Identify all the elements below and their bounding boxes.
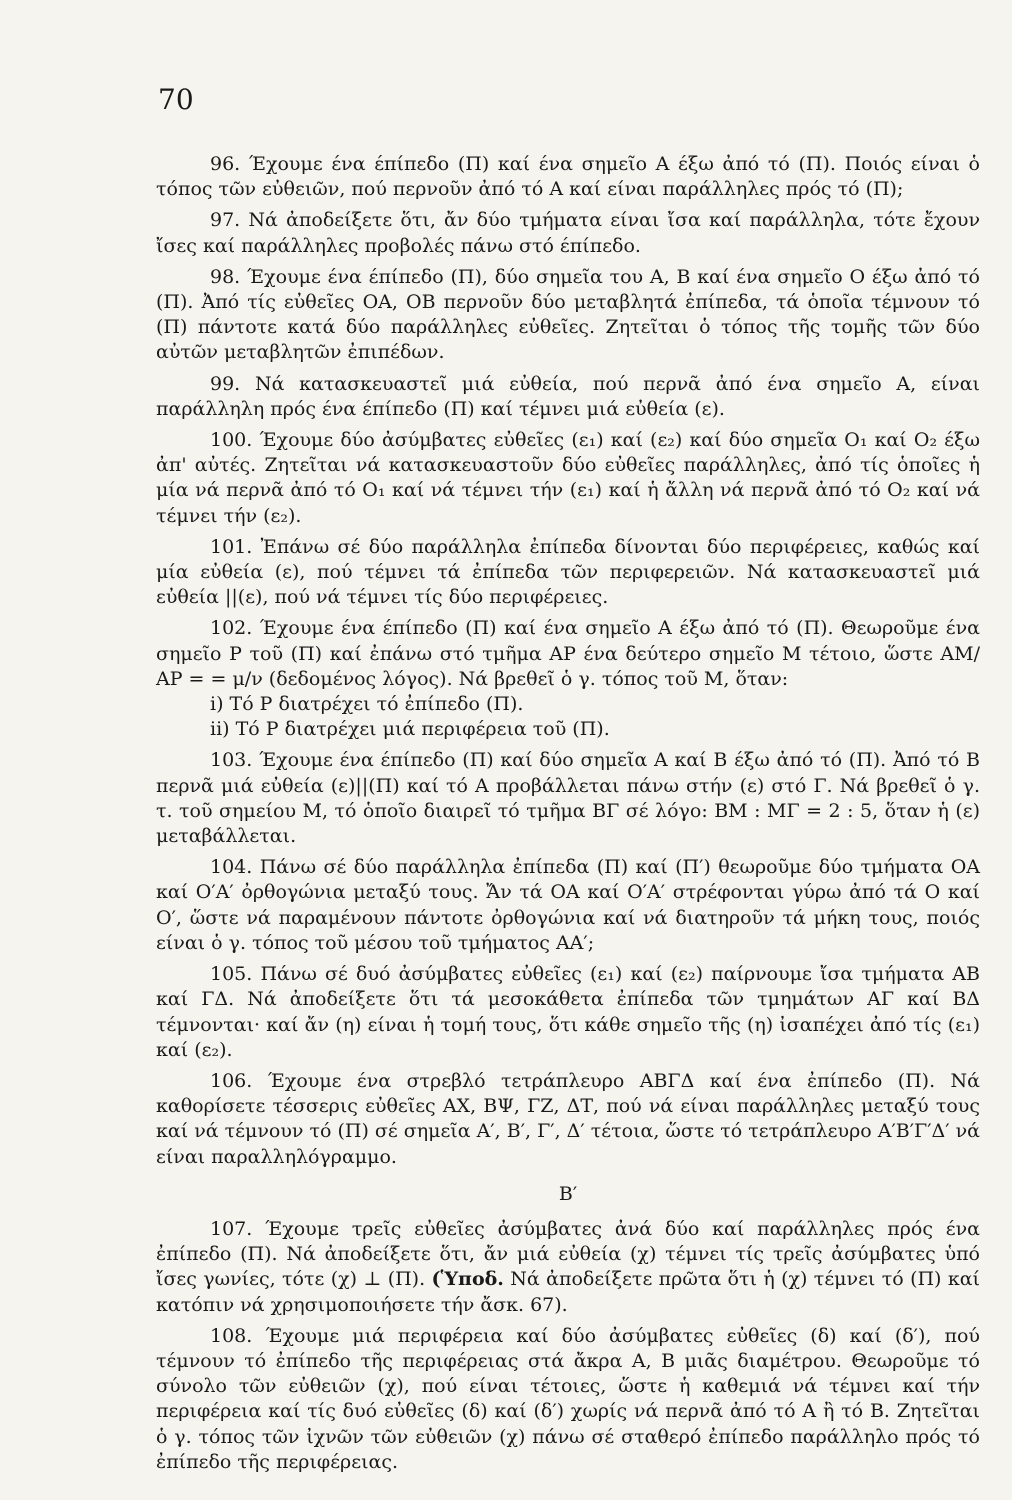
exercise-number: 98. <box>210 265 241 288</box>
exercise-96 <box>156 152 980 202</box>
exercise-number: 101. <box>210 535 253 558</box>
section-heading: Β′ <box>558 1182 578 1205</box>
exercise-text: Πάνω σέ δυό ἀσύμβατες εὐθεῖες (ε₁) καί (ε₂) παίρνουμε ἴσα τμήματα ΑΒ καί ΓΔ. Νά ἀποδείξετε ὅτι τά μεσοκάθετα ἐπίπεδα τῶν τμημάτων ΑΓ καί ΒΔ τέμνονται· καί ἄν (η) είναι ἡ τομή τους, ὅτι κάθε σημεῖο τῆς (η) ἰσαπέχει ἀπό τίς (ε₁) καί (ε₂). <box>156 963 980 1061</box>
exercise-number: 97. <box>210 209 241 232</box>
exercise-text: Έχουμε ένα έπίπεδο (Π) καί ένα σημεῖο Α έξω ἀπό τό (Π). Θεωροῦμε ένα σημεῖο Ρ τοῦ (Π) καί ἐπάνω στό τμῆμα ΑΡ ένα δεύτερο σημεῖο Μ τέτοιο, ὥστε ΑΜ/ΑΡ = = μ/ν (δεδομένος λόγος). Νά βρεθεῖ ὁ γ. τόπος τοῦ Μ, ὅταν: <box>156 617 980 690</box>
exercise-98 <box>156 265 980 366</box>
exercise-paragraph <box>156 535 980 611</box>
exercise-number: 96. <box>210 153 241 175</box>
page-number: 70 <box>158 83 194 116</box>
exercise-text: Έχουμε ένα έπίπεδο (Π), δύο σημεῖα του Α, Β καί ένα σημεῖο Ο έξω ἀπό τό (Π). Ἀπό τίς εὐθεῖες ΟΑ, ΟΒ περνοῦν δύο μεταβλητά ἐπίπεδα, τά ὁποῖα τέμνουν τό (Π) πάντοτε κατά δύο παράλληλες εὐθεῖες. Ζητεῖται ὁ τόπος τῆς τομῆς τῶν δύο αὐτῶν μεταβλητῶν ἐπιπέδων. <box>156 265 980 364</box>
exercise-text: Έχουμε μιά περιφέρεια καί δύο ἀσύμβατες εὐθεῖες (δ) καί (δ′), πού τέμνουν τό ἐπίπεδο τῆς περιφέρειας στά ἄκρα Α, Β μιᾶς διαμέτρου. Θεωροῦμε τό σύνολο τῶν εὐθειῶν (χ), πού είναι τέτοιες, ὥστε ἡ καθεμιά νά τέμνει καί τήν περιφέρεια καί τίς δυό εὐθεῖες (δ) καί (δ′) χωρίς νά περνᾶ ἀπό τό Α ἢ τό Β. Ζητεῖται ὁ γ. τόπος τῶν ἰχνῶν τῶν εὐθειῶν (χ) πάνω σέ σταθερό ἐπίπεδο παράλληλο πρός τό ἐπίπεδο τῆς περιφέρειας. <box>156 1324 980 1473</box>
exercise-text: Έχουμε ένα έπίπεδο (Π) καί δύο σημεῖα Α καί Β έξω ἀπό τό (Π). Ἀπό τό Β περνᾶ μιά εὐθεία (ε)||(Π) καί τό Α προβάλλεται πάνω στήν (ε) στό Γ. Νά βρεθεῖ ὁ γ. τ. τοῦ σημείου Μ, τό ὁποῖο διαιρεῖ τό τμῆμα ΒΓ σέ λόγο: ΒΜ : ΜΓ = 2 : 5, ὅταν ἡ (ε) μεταβάλλεται. <box>156 749 980 848</box>
exercise-104 <box>156 855 980 956</box>
hint-text: Νά ἀποδείξετε πρῶτα ὅτι ἡ (χ) τέμνει τό (Π) καί κατόπιν νά χρησιμοποιήσετε τήν ἄσκ. 67). <box>156 1268 981 1316</box>
exercise-text: Νά ἀποδείξετε ὅτι, ἄν δύο τμήματα είναι ἴσα καί παράλληλα, τότε ἔχουν ἴσες καί παράλληλες προβολές πάνω στό έπίπεδο. <box>156 209 980 257</box>
exercise-text: Ἐπάνω σέ δύο παράλληλα ἐπίπεδα δίνονται δύο περιφέρειες, καθώς καί μία εὐθεία (ε), πού τέμνει τά ἐπίπεδα τῶν περιφερειῶν. Νά κατασκευαστεῖ μιά εὐθεία ||(ε), πού νά τέμνει τίς δύο περιφέρειες. <box>156 535 980 609</box>
exercise-paragraph <box>156 616 980 692</box>
exercise-paragraph <box>156 1324 980 1475</box>
exercise-number: 107. <box>210 1217 253 1240</box>
exercise-paragraph <box>156 265 980 366</box>
hint-label: (Ὑποδ. <box>431 1268 504 1291</box>
exercise-paragraph <box>156 1217 980 1318</box>
exercise-105 <box>156 962 980 1063</box>
exercise-text: Νά κατασκευαστεῖ μιά εὐθεία, πού περνᾶ ἀπό ένα σημεῖο Α, είναι παράλληλη πρός ένα έπίπεδο (Π) καί τέμνει μιά εὐθεία (ε). <box>156 372 980 420</box>
exercise-97 <box>156 208 980 258</box>
exercise-number: 99. <box>210 372 241 395</box>
exercise-sub-item: i) Τό Ρ διατρέχει τό ἐπίπεδο (Π). <box>210 693 524 716</box>
exercise-paragraph <box>156 152 980 202</box>
exercise-number: 108. <box>210 1324 253 1347</box>
exercise-number: 103. <box>210 749 253 772</box>
exercise-paragraph <box>156 428 980 529</box>
exercise-text: Έχουμε δύο ἀσύμβατες εὐθεῖες (ε₁) καί (ε₂) καί δύο σημεῖα Ο₁ καί Ο₂ έξω ἀπ' αὐτές. Ζητεῖται νά κατασκευαστοῦν δύο εὐθεῖες παράλληλες, ἀπό τίς ὁποῖες ἡ μία νά περνᾶ ἀπό τό Ο₁ καί νά τέμνει τήν (ε₁) καί ἡ ἄλλη νά περνᾶ ἀπό τό Ο₂ καί νά τέμνει τήν (ε₂). <box>156 429 980 527</box>
exercise-text: Έχουμε ένα έπίπεδο (Π) καί ένα σημεῖο Α έξω ἀπό τό (Π). Ποιός είναι ὁ τόπος τῶν εὐθειῶν, πού περνοῦν ἀπό τό Α καί είναι παράλληλες πρός τό (Π); <box>156 153 980 201</box>
exercise-102 <box>156 616 980 742</box>
exercise-text: Πάνω σέ δύο παράλληλα ἐπίπεδα (Π) καί (Π′) θεωροῦμε δύο τμήματα ΟΑ καί Ο′Α′ ὀρθογώνια μεταξύ τους. Ἄν τά ΟΑ καί Ο′Α′ στρέφονται γύρω ἀπό τά Ο καί Ο′, ὥστε νά παραμένουν πάντοτε ὀρθογώνια καί νά διατηροῦν τά μήκη τους, ποιός είναι ὁ γ. τόπος τοῦ μέσου τοῦ τμήματος ΑΑ′; <box>156 856 980 954</box>
exercise-paragraph <box>156 372 980 422</box>
exercise-108 <box>156 1324 980 1475</box>
exercise-paragraph <box>156 208 980 258</box>
exercise-paragraph <box>156 962 980 1063</box>
exercise-number: 106. <box>210 1069 253 1092</box>
exercise-paragraph <box>156 1069 980 1170</box>
exercise-paragraph <box>156 748 980 849</box>
exercise-number: 105. <box>210 963 253 986</box>
exercise-list <box>156 152 980 1481</box>
exercise-text: Έχουμε ένα στρεβλό τετράπλευρο ΑΒΓΔ καί ένα ἐπίπεδο (Π). Νά καθορίσετε τέσσερις εὐθεῖες ΑΧ, ΒΨ, ΓΖ, ΔΤ, πού νά είναι παράλληλες μεταξύ τους καί νά τέμνουν τό (Π) σέ σημεῖα Α′, Β′, Γ′, Δ′ τέτοια, ὥστε τό τετράπλευρο Α′Β′Γ′Δ′ νά είναι παραλληλόγραμμο. <box>156 1069 980 1168</box>
exercise-text: Έχουμε τρεῖς εὐθεῖες ἀσύμβατες ἀνά δύο καί παράλληλες πρός ένα ἐπίπεδο (Π). Νά ἀποδείξετε ὅτι, ἄν μιά εὐθεία (χ) τέμνει τίς τρεῖς ἀσύμβατες ὑπό ἴσες γωνίες, τότε (χ) ⊥ (Π). <box>156 1217 980 1291</box>
exercise-paragraph <box>156 855 980 956</box>
exercise-106 <box>156 1069 980 1170</box>
exercise-sub-item: ii) Τό Ρ διατρέχει μιά περιφέρεια τοῦ (Π). <box>210 718 610 741</box>
exercise-99 <box>156 372 980 422</box>
exercise-101 <box>156 535 980 611</box>
exercise-107 <box>156 1217 980 1318</box>
exercise-number: 104. <box>210 856 253 879</box>
exercise-number: 100. <box>210 429 253 452</box>
exercise-103 <box>156 748 980 849</box>
exercise-number: 102. <box>210 617 253 640</box>
exercise-100 <box>156 428 980 529</box>
